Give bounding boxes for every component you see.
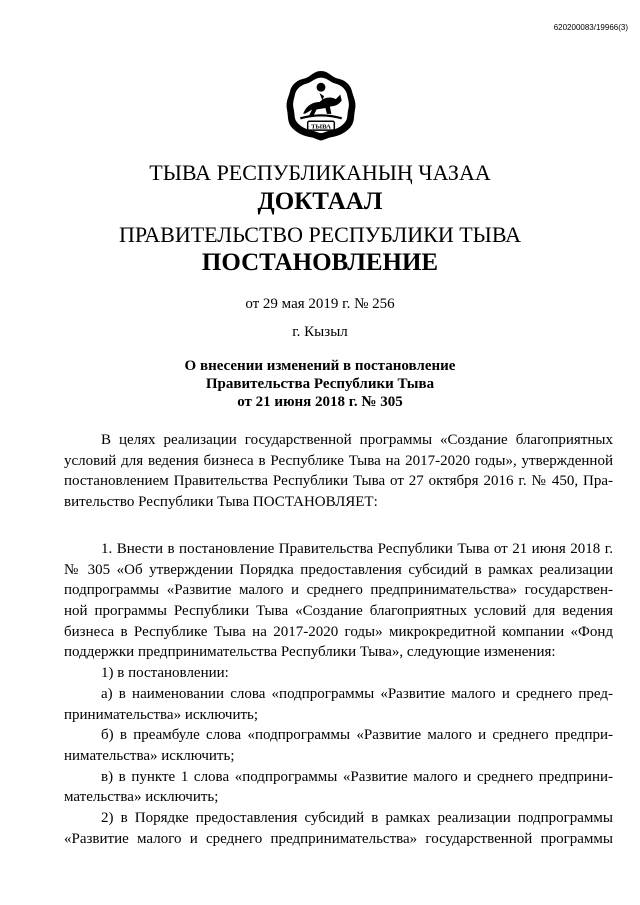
text-line: принимательства» исключить; [64, 706, 259, 723]
header-tuvan-government: ТЫВА РЕСПУБЛИКАНЫҢ ЧАЗАА [149, 160, 491, 185]
header-resolution: ПОСТАНОВЛЕНИЕ [201, 249, 439, 276]
text-line: условий для ведения бизнеса в Республике Тыва на 2017-2020 годы», утвержденной [64, 452, 613, 469]
title-line: от 21 июня 2018 г. № 305 [237, 394, 403, 410]
text-line: постановлением Правительства Республики Тыва от 27 октября 2016 г. № 450, Пра- [64, 473, 613, 490]
text-line: вительство Республики Тыва ПОСТАНОВЛЯЕТ: [64, 494, 378, 511]
document-number: 620200083/19966(3) [553, 23, 628, 32]
text-line: 1. Внести в постановление Правительства Республики Тыва от 21 июня 2018 г. [101, 541, 613, 557]
text-line: в) в пункте 1 слова «подпрограммы «Развитие малого и среднего предприни- [101, 768, 613, 785]
text-line: ной программы Республики Тыва «Создание благоприятных условий для ведения [64, 603, 613, 620]
title-line: О внесении изменений в постановление [184, 358, 456, 374]
header-tuvan-resolution: ДОКТААЛ [257, 188, 383, 215]
text-line: нимательства» исключить; [64, 747, 235, 764]
text-line: мательства» исключить; [64, 789, 219, 806]
city-name: г. Кызыл [292, 324, 348, 340]
text-line: поддержки предпринимательства Республики Тыва», следующие изменения: [64, 644, 556, 661]
body-paragraphs [64, 539, 613, 849]
text-line: а) в наименовании слова «подпрограммы «Развитие малого и среднего пред- [101, 685, 613, 702]
text-line: 2) в Порядке предоставления субсидий в рамках реализации подпрограммы [101, 809, 613, 826]
text-line: подпрограммы «Развитие малого и среднего предпринимательства» государствен- [64, 582, 613, 599]
tuva-emblem-icon [284, 68, 358, 142]
preamble-paragraph [64, 430, 613, 513]
text-line: В целях реализации государственной программы «Создание благоприятных [101, 432, 613, 448]
header-government: ПРАВИТЕЛЬСТВО РЕСПУБЛИКИ ТЫВА [118, 222, 522, 247]
text-line: б) в преамбуле слова «подпрограммы «Развитие малого и среднего предпри- [101, 727, 613, 744]
title-line: Правительства Республики Тыва [205, 376, 435, 392]
resolution-date: от 29 мая 2019 г. № 256 [245, 296, 395, 312]
emblem-label: ТЫВА [311, 123, 331, 131]
resolution-title [0, 357, 640, 411]
text-line: «Развитие малого и среднего предпринимательства» государственной программы [64, 830, 613, 847]
text-line: № 305 «Об утверждении Порядка предоставления субсидий в рамках реализации [64, 561, 613, 578]
text-line: 1) в постановлении: [101, 665, 229, 682]
text-line: бизнеса в Республике Тыва на 2017-2020 годы» микрокредитной компании «Фонд [64, 623, 613, 640]
